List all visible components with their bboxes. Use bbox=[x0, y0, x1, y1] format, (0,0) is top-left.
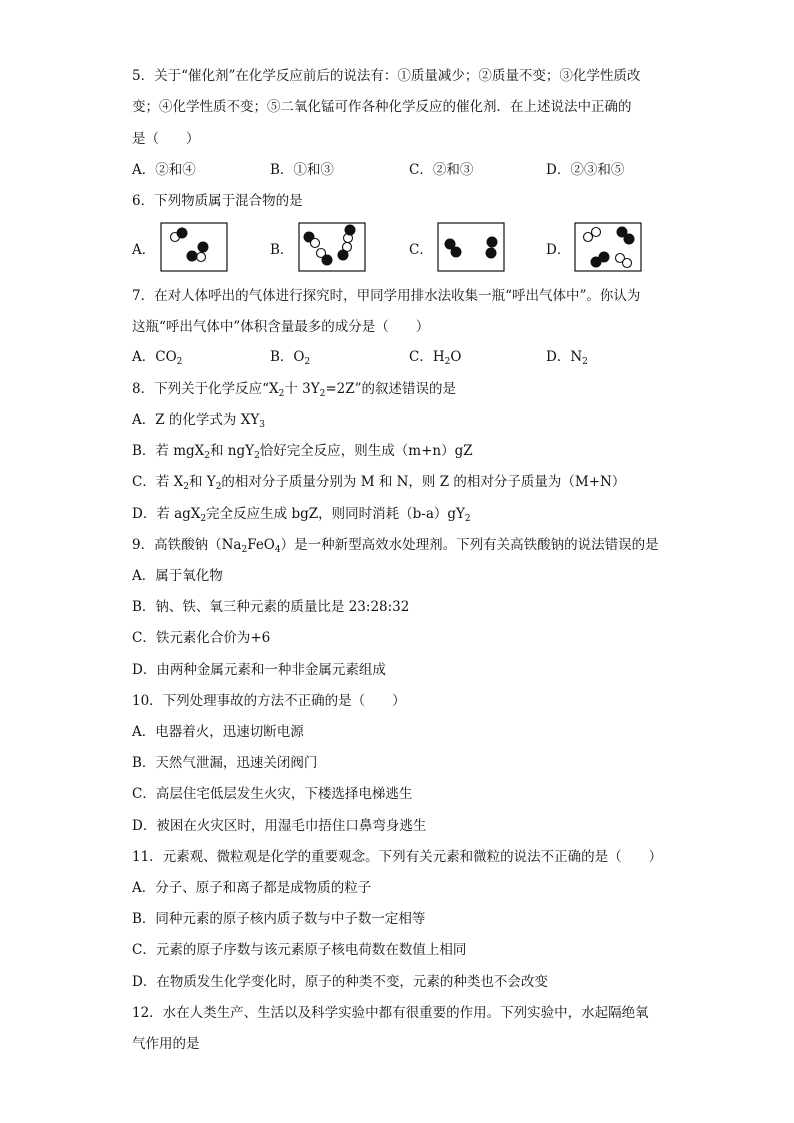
q8-option-c-sub2: 2 bbox=[215, 482, 222, 492]
q6-stem: 6．下列物质属于混合物的是 bbox=[132, 193, 303, 209]
q9-option-d[interactable]: D．由两种金属元素和一种非金属元素组成 bbox=[132, 662, 386, 678]
q7-option-c-subscript: 2 bbox=[444, 357, 451, 367]
q8-option-d-part1: D．若 agX bbox=[132, 506, 201, 522]
q7-option-d-text: D．N bbox=[546, 349, 583, 365]
q6-option-b-label: B． bbox=[270, 242, 294, 258]
q8-option-a[interactable] bbox=[132, 410, 265, 430]
q7-option-c-text: C．H bbox=[409, 349, 445, 365]
q9-option-b[interactable]: B．钠、铁、氧三种元素的质量比是 23:28:32 bbox=[132, 599, 410, 615]
q7-option-d-subscript: 2 bbox=[582, 357, 588, 367]
q12-stem-line2: 气作用的是 bbox=[132, 1036, 200, 1052]
q10-stem: 10．下列处理事故的方法不正确的是（ ） bbox=[132, 693, 406, 709]
q5-stem-line2: 变；④化学性质不变；⑤二氧化锰可作各种化学反应的催化剂．在上述说法中正确的 bbox=[132, 99, 632, 115]
q7-option-b-text: B．O bbox=[270, 349, 305, 365]
q8-option-d-sub1: 2 bbox=[200, 514, 207, 524]
q8-option-c-part1: C．若 X bbox=[132, 474, 184, 490]
q8-option-a-text: A．Z 的化学式为 XY bbox=[132, 412, 260, 428]
q6-option-d-label: D． bbox=[546, 242, 571, 258]
q5-option-c[interactable]: C．②和③ bbox=[409, 162, 474, 178]
q9-stem bbox=[132, 535, 659, 555]
q12-stem-line1: 12．水在人类生产、生活以及科学实验中都有很重要的作用。下列实验中，水起隔绝氧 bbox=[132, 1005, 649, 1021]
q10-option-c[interactable]: C．高层住宅低层发生火灾，下楼选择电梯逃生 bbox=[132, 786, 413, 802]
q9-option-a[interactable]: A．属于氧化物 bbox=[132, 568, 223, 584]
q7-option-a[interactable] bbox=[132, 347, 182, 367]
q10-option-d[interactable]: D．被困在火灾区时，用湿毛巾捂住口鼻弯身逃生 bbox=[132, 818, 427, 834]
q5-option-a[interactable]: A．②和④ bbox=[132, 162, 196, 178]
q9-stem-part1: 9．高铁酸钠（Na bbox=[132, 537, 242, 553]
q10-option-a[interactable]: A．电器着火，迅速切断电源 bbox=[132, 724, 304, 740]
q8-option-c-part3: 的相对分子质量分别为 M 和 N，则 Z 的相对分子质量为（M+N） bbox=[221, 474, 626, 490]
q6-diagram-options bbox=[132, 222, 652, 274]
q7-option-d[interactable] bbox=[546, 347, 588, 367]
q11-option-c[interactable]: C．元素的原子序数与该元素原子核电荷数在数值上相同 bbox=[132, 942, 467, 958]
q8-option-c-part2: 和 Y bbox=[188, 474, 216, 490]
q8-stem-sub1: 2 bbox=[278, 389, 285, 399]
q7-option-b-subscript: 2 bbox=[304, 357, 311, 367]
q8-stem bbox=[132, 379, 456, 399]
q6-option-b-molecule-diagram bbox=[298, 222, 366, 272]
q8-option-b-part2: 和 ngY bbox=[210, 443, 255, 459]
q8-stem-part3: =2Z”的叙述错误的是 bbox=[325, 381, 457, 397]
q7-option-a-text: A．CO bbox=[132, 349, 177, 365]
q8-option-b-sub1: 2 bbox=[204, 451, 211, 461]
q6-option-c-molecule-diagram bbox=[437, 222, 505, 272]
q9-stem-sub2: 4 bbox=[274, 545, 281, 555]
q5-stem-line3: 是（ ） bbox=[132, 131, 200, 147]
q7-option-b[interactable] bbox=[270, 347, 310, 367]
q11-option-b[interactable]: B．同种元素的原子核内质子数与中子数一定相等 bbox=[132, 911, 426, 927]
q7-option-a-subscript: 2 bbox=[176, 357, 183, 367]
q9-stem-part3: ）是一种新型高效水处理剂。下列有关高铁酸钠的说法错误的是 bbox=[280, 537, 659, 553]
q6-option-a-molecule-diagram bbox=[160, 222, 228, 272]
q7-option-c[interactable] bbox=[409, 347, 461, 367]
q11-stem: 11．元素观、微粒观是化学的重要观念。下列有关元素和微粒的说法不正确的是（ ） bbox=[132, 849, 663, 865]
q9-stem-sub1: 2 bbox=[241, 545, 248, 555]
q9-stem-part2: FeO bbox=[247, 537, 275, 553]
q6-option-a-label: A． bbox=[132, 242, 156, 258]
q5-stem-line1: 5．关于“催化剂”在化学反应前后的说法有：①质量减少；②质量不变；③化学性质改 bbox=[132, 68, 641, 84]
q8-option-c-sub1: 2 bbox=[183, 482, 189, 492]
q7-option-c-text-tail: O bbox=[450, 349, 462, 365]
q11-option-a[interactable]: A．分子、原子和离子都是成物质的粒子 bbox=[132, 880, 372, 896]
q8-option-b-part1: B．若 mgX bbox=[132, 443, 205, 459]
q5-option-d[interactable]: D．②③和⑤ bbox=[546, 162, 625, 178]
q7-stem-line2: 这瓶“呼出气体中”体积含量最多的成分是（ ） bbox=[132, 319, 430, 335]
q5-option-b[interactable]: B．①和③ bbox=[270, 162, 334, 178]
q6-option-c-label: C． bbox=[409, 242, 433, 258]
q9-option-c[interactable]: C．铁元素化合价为+6 bbox=[132, 630, 271, 646]
q8-stem-part2: 十 3Y bbox=[284, 381, 320, 397]
q8-option-b[interactable] bbox=[132, 441, 473, 461]
q8-option-d[interactable] bbox=[132, 504, 471, 524]
q8-option-b-sub2: 2 bbox=[254, 451, 260, 461]
q8-stem-part1: 8．下列关于化学反应“X bbox=[132, 381, 279, 397]
q8-option-a-sub: 3 bbox=[259, 420, 265, 430]
q8-option-d-part2: 完全反应生成 bgZ，则同时消耗（b-a）gY bbox=[206, 506, 465, 522]
q11-option-d[interactable]: D．在物质发生化学变化时，原子的种类不变，元素的种类也不会改变 bbox=[132, 974, 548, 990]
q8-option-c[interactable] bbox=[132, 472, 625, 492]
q8-option-b-part3: 恰好完全反应，则生成（m+n）gZ bbox=[259, 443, 473, 459]
q8-stem-sub2: 2 bbox=[319, 389, 326, 399]
q6-option-d-molecule-diagram bbox=[574, 222, 642, 272]
q8-option-d-sub2: 2 bbox=[464, 514, 471, 524]
q7-stem-line1: 7．在对人体呼出的气体进行探究时，甲同学用排水法收集一瓶“呼出气体中”。你认为 bbox=[132, 288, 641, 304]
q10-option-b[interactable]: B．天然气泄漏，迅速关闭阀门 bbox=[132, 755, 318, 771]
